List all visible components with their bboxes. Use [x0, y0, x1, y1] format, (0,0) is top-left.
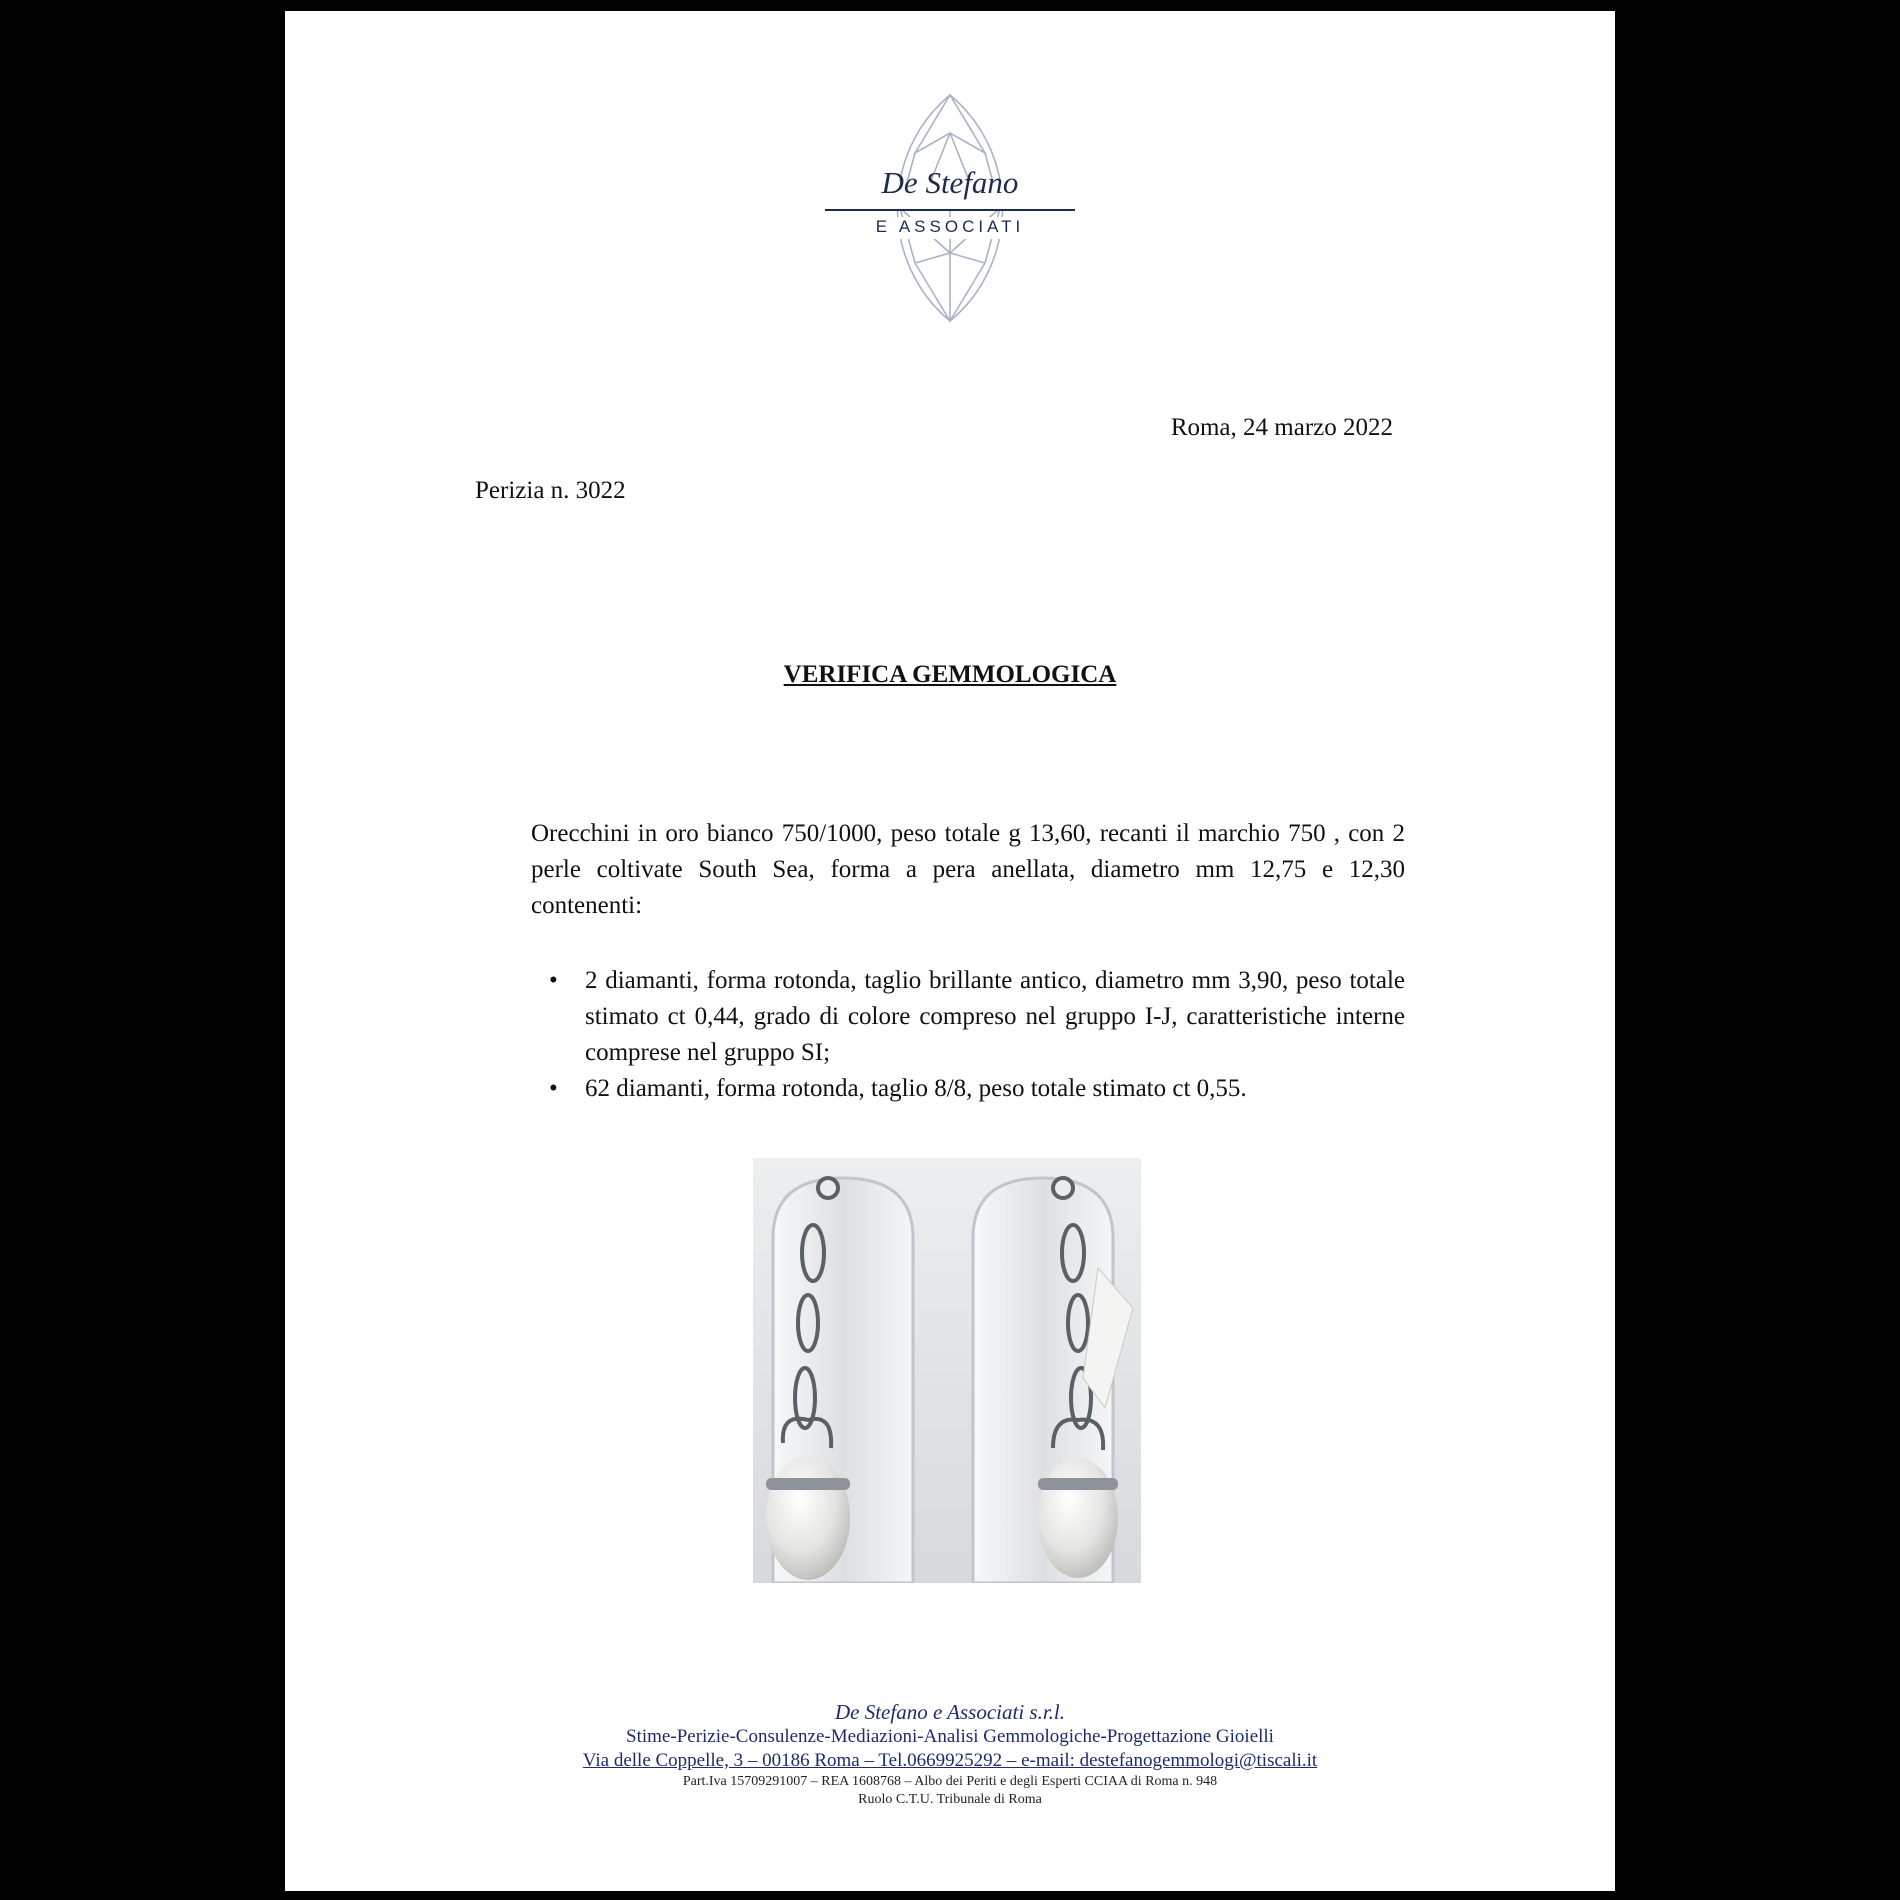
- document-footer: [285, 1699, 1615, 1809]
- footer-company: De Stefano e Associati s.r.l.: [834, 1700, 1065, 1724]
- item-description: Orecchini in oro bianco 750/1000, peso totale g 13,60, recanti il marchio 750 , con 2 perle coltivate South Sea, forma a pera anellata, diametro mm 12,75 e 12,30 contenenti:: [531, 820, 1405, 919]
- earrings-photo: [753, 1158, 1141, 1583]
- report-number: Perizia n. 3022: [475, 477, 626, 504]
- bullet-icon: •: [549, 1075, 558, 1102]
- document-title: VERIFICA GEMMOLOGICA: [783, 661, 1117, 688]
- list-item-text: 2 diamanti, forma rotonda, taglio brillante antico, diametro mm 3,90, peso totale stimato ct 0,44, grado di colore compreso nel gruppo I-J, caratteristiche interne comprese nel gruppo SI;: [585, 967, 1405, 1066]
- stone-list: [531, 963, 1405, 1107]
- footer-services: Stime-Perizie-Consulenze-Mediazioni-Analisi Gemmologiche-Progettazione Gioielli: [626, 1726, 1274, 1747]
- list-item-text: 62 diamanti, forma rotonda, taglio 8/8, peso totale stimato ct 0,55.: [585, 1075, 1247, 1102]
- list-item: [531, 963, 1405, 1071]
- document-page: [285, 11, 1615, 1891]
- document-date: Roma, 24 marzo 2022: [1170, 414, 1393, 441]
- footer-court: Ruolo C.T.U. Tribunale di Roma: [858, 1792, 1042, 1807]
- footer-registry: Part.Iva 15709291007 – REA 1608768 – Albo dei Periti e degli Esperti CCIAA di Roma n. 948: [682, 1774, 1218, 1789]
- company-logo: [820, 93, 1080, 323]
- marquise-diamond-icon: [820, 93, 1080, 323]
- list-item: [531, 1071, 1405, 1107]
- bullet-icon: •: [549, 967, 558, 994]
- logo-name: De Stefano: [881, 165, 1019, 200]
- footer-address: Via delle Coppelle, 3 – 00186 Roma – Tel.0669925292 – e-mail: destefanogemmologi@tiscali.it: [582, 1750, 1318, 1771]
- logo-subtitle: E ASSOCIATI: [875, 217, 1025, 236]
